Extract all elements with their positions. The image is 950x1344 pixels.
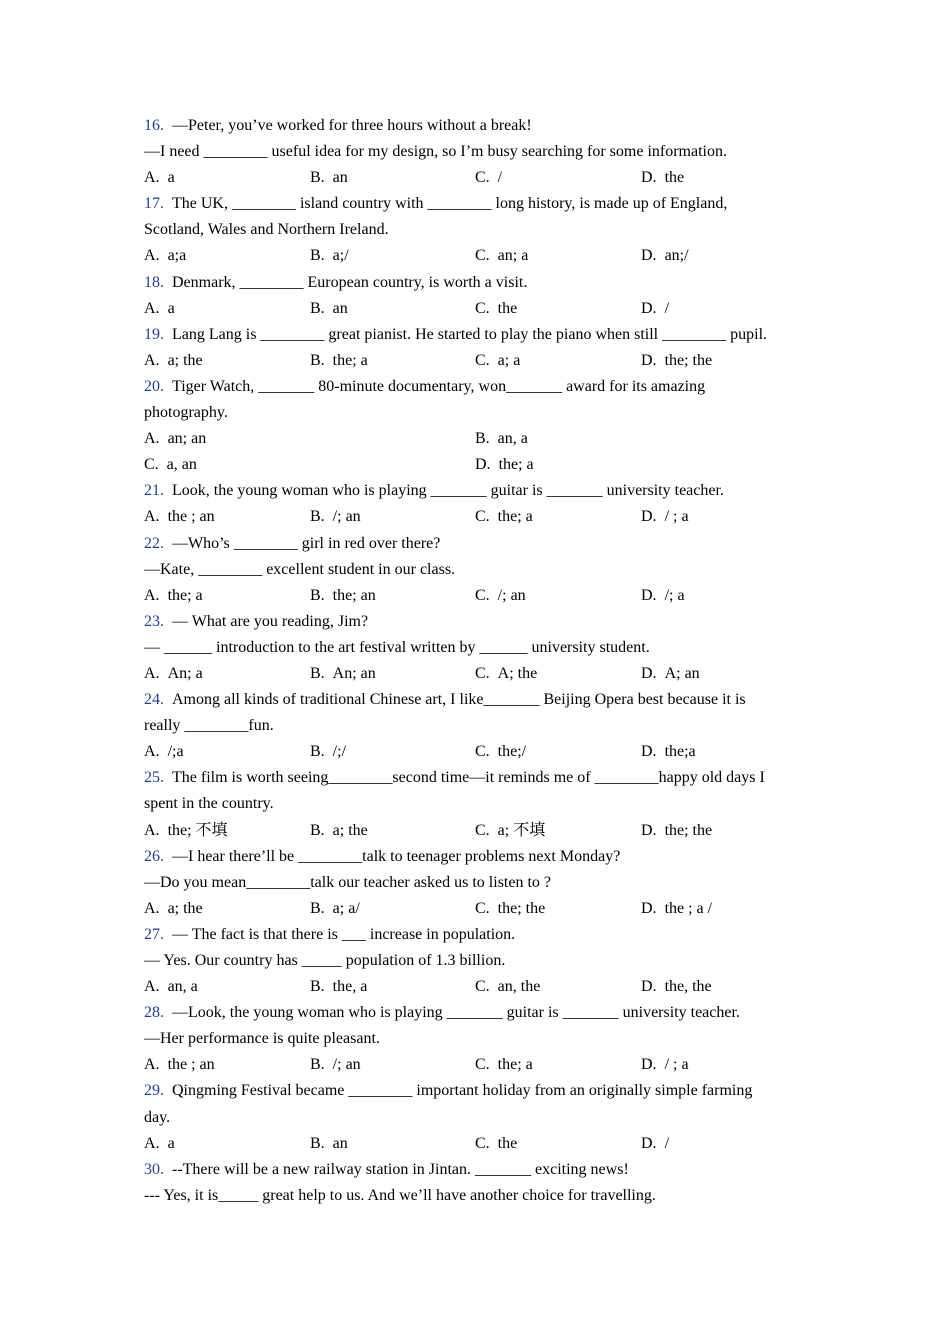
option-text: the <box>497 299 518 317</box>
option-letter: D. <box>641 586 657 604</box>
answer-option-d[interactable] <box>641 348 712 374</box>
option-text: the; a <box>497 508 533 526</box>
question-number: 28. <box>144 1004 164 1022</box>
answer-option-b[interactable] <box>310 661 376 687</box>
question-stem <box>144 322 814 348</box>
question-number: 27. <box>144 925 164 943</box>
answer-option-d[interactable] <box>641 243 689 269</box>
question-text: photography. <box>144 404 228 422</box>
question-number: 29. <box>144 1082 164 1100</box>
answer-option-b[interactable] <box>475 426 528 452</box>
option-text: a, an <box>166 456 197 474</box>
answer-option-c[interactable] <box>475 504 533 530</box>
question-text: Scotland, Wales and Northern Ireland. <box>144 221 389 239</box>
option-letter: A. <box>144 743 160 761</box>
option-text: an, the <box>497 978 541 996</box>
question-continuation <box>144 1026 814 1052</box>
question-stem <box>144 609 814 635</box>
answer-option-d[interactable] <box>641 896 712 922</box>
question-29 <box>144 1078 814 1156</box>
question-stem <box>144 687 814 713</box>
answer-options <box>144 452 814 478</box>
option-letter: D. <box>641 743 657 761</box>
question-28 <box>144 1000 814 1078</box>
question-text: Lang Lang is ________ great pianist. He started to play the piano when still ________ pupil. <box>172 325 768 343</box>
question-text: —I need ________ useful idea for my design, so I’m busy searching for some information. <box>144 143 727 161</box>
option-letter: C. <box>475 899 490 917</box>
answer-option-b[interactable] <box>310 739 346 765</box>
question-16 <box>144 113 814 191</box>
option-text: / ; a <box>664 508 689 526</box>
answer-option-b[interactable] <box>310 583 376 609</box>
question-continuation <box>144 217 814 243</box>
answer-options <box>144 348 814 374</box>
answer-option-a[interactable] <box>144 896 203 922</box>
question-text: — The fact is that there is ___ increase in population. <box>172 925 516 943</box>
option-letter: B. <box>310 351 325 369</box>
option-text: the;a <box>664 743 696 761</box>
question-continuation <box>144 557 814 583</box>
question-continuation <box>144 1105 814 1131</box>
question-text: —I hear there’ll be ________talk to teenager problems next Monday? <box>172 847 621 865</box>
question-continuation <box>144 139 814 165</box>
option-letter: D. <box>641 247 657 265</box>
question-stem <box>144 1078 814 1104</box>
option-letter: B. <box>310 664 325 682</box>
option-letter: B. <box>310 169 325 187</box>
option-text: a <box>167 299 175 317</box>
answer-option-d[interactable] <box>641 739 696 765</box>
question-text: Qingming Festival became ________ important holiday from an originally simple farming <box>172 1082 753 1100</box>
question-text: day. <box>144 1108 171 1126</box>
answer-options <box>144 426 814 452</box>
question-30 <box>144 1157 814 1209</box>
question-stem <box>144 765 814 791</box>
answer-option-a[interactable] <box>144 243 186 269</box>
option-letter: A. <box>144 899 160 917</box>
question-19 <box>144 322 814 374</box>
question-number: 19. <box>144 325 164 343</box>
question-continuation <box>144 1183 814 1209</box>
option-text: an <box>332 1134 348 1152</box>
option-text: the ; a / <box>664 899 713 917</box>
question-stem <box>144 1157 814 1183</box>
question-text: spent in the country. <box>144 795 274 813</box>
answer-option-b[interactable] <box>310 1131 348 1157</box>
option-text: a;a <box>167 247 187 265</box>
question-number: 30. <box>144 1160 164 1178</box>
option-letter: A. <box>144 978 160 996</box>
question-text: —Kate, ________ excellent student in our class. <box>144 560 456 578</box>
option-text: an;/ <box>664 247 689 265</box>
answer-option-b[interactable] <box>310 165 348 191</box>
question-number: 22. <box>144 534 164 552</box>
question-stem <box>144 844 814 870</box>
question-26 <box>144 844 814 922</box>
question-text: —Who’s ________ girl in red over there? <box>172 534 441 552</box>
answer-option-a[interactable] <box>144 583 203 609</box>
option-letter: C. <box>475 351 490 369</box>
option-letter: C. <box>475 299 490 317</box>
question-27 <box>144 922 814 1000</box>
option-letter: B. <box>310 508 325 526</box>
answer-options <box>144 818 814 844</box>
question-text: --- Yes, it is_____ great help to us. And we’ll have another choice for travelling. <box>144 1186 656 1204</box>
option-text: an, a <box>497 430 528 448</box>
question-text: — Yes. Our country has _____ population of 1.3 billion. <box>144 952 506 969</box>
question-text: The UK, ________ island country with ________ long history, is made up of England, <box>172 195 728 213</box>
question-17 <box>144 191 814 269</box>
option-text: the; a <box>498 456 534 474</box>
question-number: 25. <box>144 769 164 787</box>
answer-options <box>144 739 814 765</box>
option-letter: D. <box>641 899 657 917</box>
question-stem <box>144 191 814 217</box>
question-18 <box>144 270 814 322</box>
option-text: /; an <box>497 586 526 604</box>
question-text: Among all kinds of traditional Chinese art, I like_______ Beijing Opera best because it is <box>172 691 746 709</box>
option-text: / <box>664 1134 670 1152</box>
question-stem <box>144 478 814 504</box>
answer-option-a[interactable] <box>144 974 198 1000</box>
option-text: a <box>167 1134 175 1152</box>
question-text: —Peter, you’ve worked for three hours without a break! <box>172 117 532 134</box>
answer-options <box>144 1052 814 1078</box>
option-letter: B. <box>310 899 325 917</box>
question-22 <box>144 531 814 609</box>
question-text: really ________fun. <box>144 717 274 735</box>
option-letter: A. <box>144 586 160 604</box>
answer-options <box>144 243 814 269</box>
answer-options <box>144 165 814 191</box>
answer-option-b[interactable] <box>310 818 368 844</box>
answer-option-c[interactable] <box>475 1131 517 1157</box>
answer-option-d[interactable] <box>641 165 684 191</box>
question-stem <box>144 270 814 296</box>
option-text: /; a <box>664 586 685 604</box>
question-stem <box>144 374 814 400</box>
option-letter: A. <box>144 351 160 369</box>
option-letter: D. <box>475 456 491 474</box>
option-text: the; the <box>497 899 546 917</box>
option-letter: D. <box>641 351 657 369</box>
option-letter: C. <box>475 508 490 526</box>
option-text: An; an <box>332 664 376 682</box>
answer-option-a[interactable] <box>144 661 203 687</box>
option-text: / <box>664 299 670 317</box>
question-stem <box>144 1000 814 1026</box>
option-letter: B. <box>310 1056 325 1074</box>
answer-option-d[interactable] <box>641 296 669 322</box>
option-letter: B. <box>310 978 325 996</box>
option-letter: A. <box>144 430 160 448</box>
question-text: —Look, the young woman who is playing _______ guitar is _______ university teacher. <box>172 1004 740 1022</box>
answer-option-a[interactable] <box>144 348 203 374</box>
answer-option-c[interactable] <box>475 1052 533 1078</box>
answer-option-a[interactable] <box>144 1131 175 1157</box>
option-text: an <box>332 299 348 317</box>
option-letter: D. <box>641 821 657 839</box>
question-number: 16. <box>144 117 164 134</box>
option-letter: D. <box>641 299 657 317</box>
option-text: /; an <box>332 1056 361 1074</box>
question-continuation <box>144 948 814 974</box>
question-number: 20. <box>144 377 164 395</box>
answer-option-d[interactable] <box>641 661 700 687</box>
question-continuation <box>144 870 814 896</box>
answer-option-d[interactable] <box>641 818 712 844</box>
question-text: The film is worth seeing________second time—it reminds me of ________happy old days I <box>172 769 765 787</box>
question-number: 26. <box>144 847 164 865</box>
option-text: an; an <box>167 430 207 448</box>
option-letter: C. <box>144 456 159 474</box>
answer-option-c[interactable] <box>475 583 526 609</box>
option-letter: B. <box>310 821 325 839</box>
answer-option-a[interactable] <box>144 504 215 530</box>
answer-option-d[interactable] <box>641 1131 669 1157</box>
option-text: a;/ <box>332 247 349 265</box>
question-stem <box>144 531 814 557</box>
option-text: a <box>167 169 175 187</box>
option-letter: C. <box>475 743 490 761</box>
option-letter: D. <box>641 169 657 187</box>
answer-options <box>144 583 814 609</box>
option-letter: B. <box>310 743 325 761</box>
option-letter: D. <box>641 508 657 526</box>
option-text: the;/ <box>497 743 527 761</box>
option-text: the; 不填 <box>167 821 228 839</box>
question-20 <box>144 374 814 478</box>
option-text: /; an <box>332 508 361 526</box>
answer-option-d[interactable] <box>641 974 712 1000</box>
option-letter: A. <box>144 1056 160 1074</box>
question-text: Tiger Watch, _______ 80-minute documentary, won_______ award for its amazing <box>172 377 706 395</box>
answer-option-a[interactable] <box>144 739 184 765</box>
answer-option-c[interactable] <box>144 452 197 478</box>
option-text: the <box>664 169 685 187</box>
question-text: --There will be a new railway station in Jintan. _______ exciting news! <box>172 1160 629 1178</box>
question-continuation <box>144 791 814 817</box>
option-letter: C. <box>475 664 490 682</box>
answer-options <box>144 504 814 530</box>
question-number: 17. <box>144 195 164 213</box>
answer-options <box>144 661 814 687</box>
answer-options <box>144 896 814 922</box>
answer-option-b[interactable] <box>310 243 349 269</box>
question-text: —Do you mean________talk our teacher asked us to listen to ? <box>144 873 552 891</box>
option-letter: C. <box>475 821 490 839</box>
answer-option-a[interactable] <box>144 165 175 191</box>
option-letter: C. <box>475 586 490 604</box>
answer-option-d[interactable] <box>641 1052 689 1078</box>
option-letter: A. <box>144 508 160 526</box>
option-letter: B. <box>310 586 325 604</box>
option-text: a; the <box>167 351 203 369</box>
question-stem <box>144 922 814 948</box>
option-letter: C. <box>475 247 490 265</box>
question-21 <box>144 478 814 530</box>
answer-option-b[interactable] <box>310 296 348 322</box>
answer-option-a[interactable] <box>144 296 175 322</box>
option-text: a; a/ <box>332 899 360 917</box>
answer-option-c[interactable] <box>475 739 526 765</box>
answer-option-b[interactable] <box>310 974 367 1000</box>
option-text: the ; an <box>167 508 215 526</box>
answer-option-c[interactable] <box>475 896 545 922</box>
option-letter: C. <box>475 1056 490 1074</box>
option-text: the; a <box>332 351 368 369</box>
option-text: the; an <box>332 586 376 604</box>
option-letter: B. <box>310 247 325 265</box>
answer-option-b[interactable] <box>310 896 360 922</box>
option-text: the, a <box>332 978 368 996</box>
option-letter: D. <box>641 978 657 996</box>
option-text: a; a <box>497 351 521 369</box>
answer-option-c[interactable] <box>475 165 502 191</box>
option-letter: A. <box>144 1134 160 1152</box>
option-letter: A. <box>144 247 160 265</box>
option-letter: A. <box>144 299 160 317</box>
option-text: a; 不填 <box>497 821 546 839</box>
option-text: the ; an <box>167 1056 215 1074</box>
question-stem <box>144 113 814 139</box>
option-letter: A. <box>144 169 160 187</box>
answer-options <box>144 1131 814 1157</box>
answer-option-a[interactable] <box>144 1052 215 1078</box>
question-continuation <box>144 713 814 739</box>
answer-option-c[interactable] <box>475 974 540 1000</box>
option-letter: D. <box>641 664 657 682</box>
option-letter: B. <box>310 299 325 317</box>
option-text: the; the <box>664 821 713 839</box>
option-text: / <box>497 169 503 187</box>
option-letter: A. <box>144 664 160 682</box>
question-text: — What are you reading, Jim? <box>172 612 369 630</box>
answer-option-d[interactable] <box>475 452 534 478</box>
question-continuation <box>144 635 814 661</box>
answer-option-b[interactable] <box>310 1052 361 1078</box>
question-text: —Her performance is quite pleasant. <box>144 1030 380 1048</box>
question-25 <box>144 765 814 843</box>
question-list <box>144 113 814 1209</box>
question-number: 18. <box>144 273 164 291</box>
option-text: the <box>497 1134 518 1152</box>
question-number: 23. <box>144 612 164 630</box>
option-text: a; the <box>167 899 203 917</box>
question-continuation <box>144 400 814 426</box>
answer-option-c[interactable] <box>475 661 537 687</box>
option-text: A; an <box>664 664 700 682</box>
answer-options <box>144 296 814 322</box>
answer-options <box>144 974 814 1000</box>
answer-option-d[interactable] <box>641 504 689 530</box>
option-text: the, the <box>664 978 712 996</box>
answer-option-a[interactable] <box>144 818 228 844</box>
option-text: An; a <box>167 664 203 682</box>
option-letter: C. <box>475 169 490 187</box>
option-text: an; a <box>497 247 529 265</box>
option-letter: D. <box>641 1056 657 1074</box>
option-letter: A. <box>144 821 160 839</box>
question-text: — ______ introduction to the art festival written by ______ university student. <box>144 638 650 656</box>
question-23 <box>144 609 814 687</box>
option-text: the; a <box>497 1056 533 1074</box>
question-number: 21. <box>144 482 164 500</box>
answer-option-c[interactable] <box>475 348 520 374</box>
option-text: / ; a <box>664 1056 689 1074</box>
question-text: Denmark, ________ European country, is worth a visit. <box>172 273 528 291</box>
answer-option-d[interactable] <box>641 583 685 609</box>
answer-option-b[interactable] <box>310 348 368 374</box>
option-letter: D. <box>641 1134 657 1152</box>
option-letter: B. <box>475 430 490 448</box>
option-text: /;/ <box>332 743 347 761</box>
answer-option-c[interactable] <box>475 818 545 844</box>
option-text: A; the <box>497 664 538 682</box>
option-letter: C. <box>475 1134 490 1152</box>
option-text: the; a <box>167 586 203 604</box>
option-text: an, a <box>167 978 198 996</box>
answer-option-a[interactable] <box>144 426 206 452</box>
question-number: 24. <box>144 691 164 709</box>
question-24 <box>144 687 814 765</box>
option-text: the; the <box>664 351 713 369</box>
answer-option-b[interactable] <box>310 504 361 530</box>
answer-option-c[interactable] <box>475 243 528 269</box>
option-letter: B. <box>310 1134 325 1152</box>
option-letter: C. <box>475 978 490 996</box>
option-text: /;a <box>167 743 184 761</box>
answer-option-c[interactable] <box>475 296 517 322</box>
option-text: a; the <box>332 821 368 839</box>
option-text: an <box>332 169 348 187</box>
question-text: Look, the young woman who is playing _______ guitar is _______ university teacher. <box>172 482 724 500</box>
